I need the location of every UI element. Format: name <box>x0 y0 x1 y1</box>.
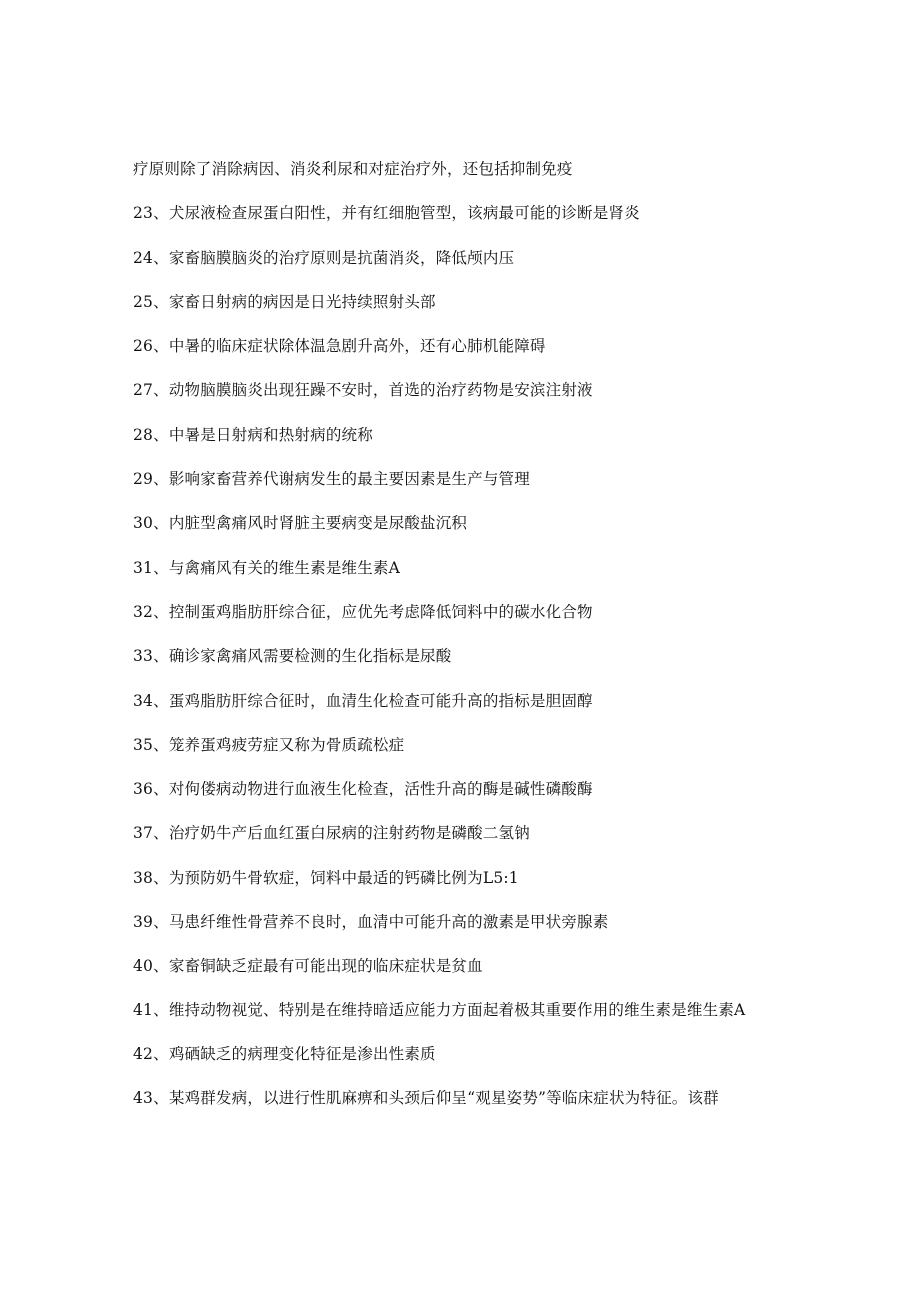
question-26: 26、中暑的临床症状除体温急剧升高外，还有心肺机能障碍 <box>133 337 546 356</box>
question-38: 38、为预防奶牛骨软症，饲料中最适的钙磷比例为L5:1 <box>133 868 519 887</box>
question-34: 34、蛋鸡脂肪肝综合征时，血清生化检查可能升高的指标是胆固醇 <box>133 691 593 710</box>
question-41: 41、维持动物视觉、特别是在维持暗适应能力方面起着极其重要作用的维生素是维生素A <box>133 1000 746 1019</box>
question-31: 31、与禽痛风有关的维生素是维生素A <box>133 558 401 577</box>
question-39: 39、马患纤维性骨营养不良时，血清中可能升高的激素是甲状旁腺素 <box>133 913 609 932</box>
question-28: 28、中暑是日射病和热射病的统称 <box>133 425 373 444</box>
document-body <box>133 157 793 1131</box>
question-43: 43、某鸡群发病，以进行性肌麻痹和头颈后仰呈“观星姿势”等临床症状为特征。该群 <box>133 1089 719 1108</box>
question-40: 40、家畜铜缺乏症最有可能出现的临床症状是贫血 <box>133 957 483 976</box>
question-29: 29、影响家畜营养代谢病发生的最主要因素是生产与管理 <box>133 470 530 489</box>
question-35: 35、笼养蛋鸡疲劳症又称为骨质疏松症 <box>133 735 405 754</box>
question-24: 24、家畜脑膜脑炎的治疗原则是抗菌消炎，降低颅内压 <box>133 248 515 267</box>
text-line-22-cont: 疗原则除了消除病因、消炎利尿和对症治疗外，还包括抑制免疫 <box>133 160 573 178</box>
question-32: 32、控制蛋鸡脂肪肝综合征，应优先考虑降低饲料中的碳水化合物 <box>133 602 593 621</box>
question-33: 33、确诊家禽痛风需要检测的生化指标是尿酸 <box>133 647 452 666</box>
question-36: 36、对佝偻病动物进行血液生化检查，活性升高的酶是碱性磷酸酶 <box>133 780 593 799</box>
question-37: 37、治疗奶牛产后血红蛋白尿病的注射药物是磷酸二氢钠 <box>133 824 530 843</box>
question-27: 27、动物脑膜脑炎出现狂躁不安时，首选的治疗药物是安滨注射液 <box>133 381 593 400</box>
question-42: 42、鸡硒缺乏的病理变化特征是渗出性素质 <box>133 1044 436 1063</box>
question-30: 30、内脏型禽痛风时肾脏主要病变是尿酸盐沉积 <box>133 514 468 533</box>
question-23: 23、犬尿液检查尿蛋白阳性，并有红细胞管型，该病最可能的诊断是肾炎 <box>133 204 640 223</box>
question-25: 25、家畜日射病的病因是日光持续照射头部 <box>133 292 436 311</box>
